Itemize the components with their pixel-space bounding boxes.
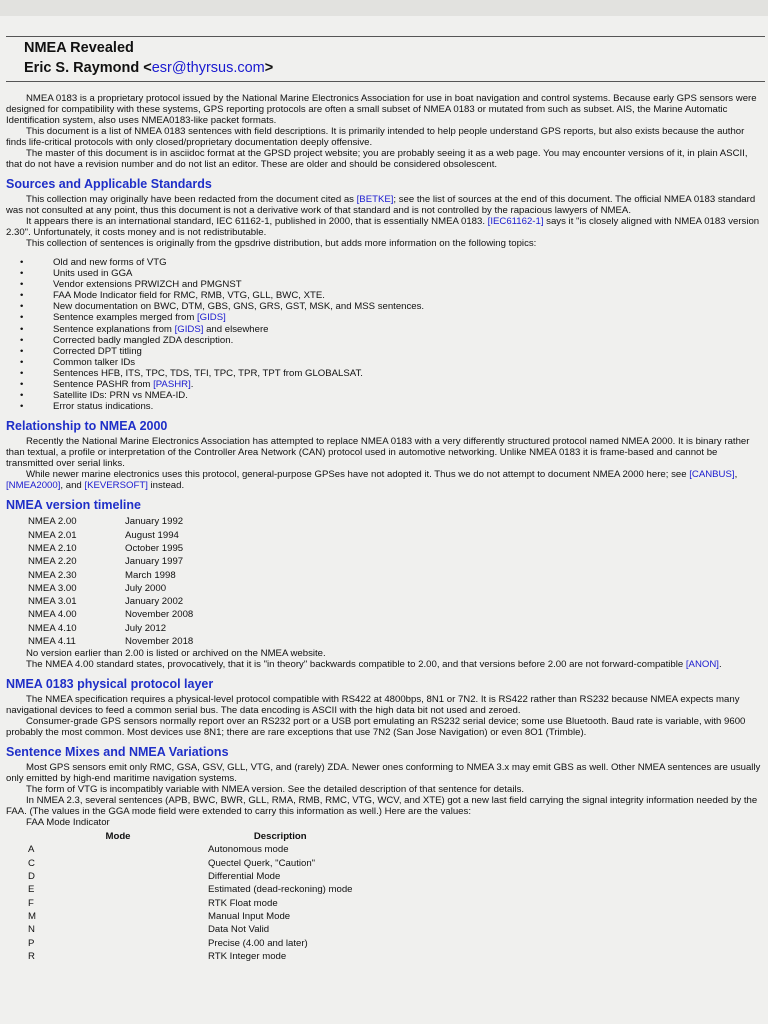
text-run: The NMEA 4.00 standard states, provocatively, that it is "in theory" backwards compatible to 2.00, and that versions before 2.00 are not forward-compatible <box>26 659 686 671</box>
section-heading-nmea2000: Relationship to NMEA 2000 <box>6 419 168 434</box>
mode-cell: R <box>28 950 35 962</box>
mode-cell: C <box>28 857 35 869</box>
top-band <box>0 0 768 16</box>
text-run: . <box>190 379 194 391</box>
timeline-date: November 2018 <box>125 635 194 647</box>
nmea2000-paragraph <box>6 469 762 491</box>
list-item: • FAA Mode Indicator field for RMC, RMB, VTG, GLL, BWC, XTE. <box>6 290 762 301</box>
list-item <box>6 324 762 335</box>
timeline-version: NMEA 4.00 <box>28 609 77 621</box>
mixes-paragraph: Most GPS sensors emit only RMC, GSA, GSV, GLL, VTG, and (rarely) ZDA. Newer ones conforming to NMEA 3.x may emit GBS as well. Other NMEA sentences are usually only emitted by high-end maritime navigation systems. <box>6 762 761 785</box>
text-run: While newer marine electronics uses this protocol, general-purpose GPSes have not adopted it. Thus we do not attempt to document NMEA 2000 here; see <box>26 469 690 481</box>
description-cell: Quectel Querk, "Caution" <box>208 857 316 869</box>
timeline-paragraph <box>6 659 762 670</box>
list-item: • New documentation on BWC, DTM, GBS, GNS, GRS, GST, MSK, and MSS sentences. <box>6 301 762 312</box>
author-line <box>24 58 765 78</box>
table-row <box>28 936 353 949</box>
mode-cell: A <box>28 844 35 856</box>
page-title: NMEA Revealed <box>24 40 134 56</box>
ref-link-betke[interactable]: [BETKE] <box>356 194 394 205</box>
section-heading-mixes: Sentence Mixes and NMEA Variations <box>6 745 229 760</box>
list-item: • Vendor extensions PRWIZCH and PMGNST <box>6 279 762 290</box>
timeline-date: January 1992 <box>125 516 184 528</box>
physical-paragraph: Consumer-grade GPS sensors normally report over an RS232 port or a USB port emulating an RS232 serial device; some use Bluetooth. Baud rate is variable, with 9600 probably the most common. Most devices use 8N1; there are rare exceptions that use 7N2 (San Jose Navigation) or even 8O1 (Trimble). <box>6 716 746 739</box>
timeline-row <box>28 582 762 595</box>
text-run: , and <box>60 480 85 492</box>
ref-link-canbus[interactable]: [CANBUS] <box>689 469 735 481</box>
timeline-date: July 2000 <box>125 582 167 594</box>
intro-paragraph: NMEA 0183 is a proprietary protocol issued by the National Marine Electronics Association for use in boat navigation and control systems. Because early GPS sensors were designed for compatibility with these systems, GPS reporting protocols are often a small subset of NMEA 0183 or mutated from such as subset. AIS, the Marine Automatic Identification system, also uses NMEA0183-like packet formats. <box>6 93 757 126</box>
list-item <box>6 379 762 390</box>
mode-cell: N <box>28 924 35 936</box>
document-body <box>6 93 762 963</box>
timeline-row <box>28 622 762 635</box>
mode-cell: F <box>28 897 34 909</box>
faa-mode-table <box>28 830 353 963</box>
timeline-date: November 2008 <box>125 609 194 621</box>
section-heading-sources: Sources and Applicable Standards <box>6 177 212 191</box>
description-cell: Autonomous mode <box>208 844 289 856</box>
timeline-version: NMEA 2.00 <box>28 516 77 528</box>
mixes-paragraph: In NMEA 2.3, several sentences (APB, BWC, BWR, GLL, RMA, RMB, RMC, VTG, WCV, and XTE) got a new last field carrying the signal integrity information needed by the FAA. (The values in the GGA mode field were extended to carry this information as well.) Here are the values: <box>6 795 758 818</box>
text-run: It appears there is an international standard, IEC 61162-1, published in 2000, that is essentially NMEA 0183. <box>26 216 488 227</box>
text-run: instead. <box>147 480 185 492</box>
ref-link-nmea2000[interactable]: [NMEA2000] <box>6 480 61 492</box>
description-cell: Estimated (dead-reckoning) mode <box>208 884 353 896</box>
table-header-row <box>28 830 353 843</box>
ref-link-iec61162[interactable]: [IEC61162-1] <box>487 216 544 227</box>
table-row <box>28 896 353 909</box>
text-run: This collection may originally have been redacted from the document cited as <box>26 194 357 205</box>
text-run: says it "is closely aligned with NMEA 0183 version 2.30". Unfortunately, it costs money and is not redistributable. <box>6 216 760 238</box>
timeline-date: January 2002 <box>125 596 184 608</box>
version-timeline <box>28 515 762 648</box>
sources-paragraph: This collection of sentences is originally from the gpsdrive distribution, but adds more information on the following topics: <box>26 238 537 249</box>
timeline-version: NMEA 4.10 <box>28 622 77 634</box>
author-name: Eric S. Raymond < <box>24 60 152 76</box>
sources-paragraph <box>6 194 762 216</box>
list-item: • Corrected badly mangled ZDA description. <box>6 335 762 346</box>
list-item: • Error status indications. <box>6 401 762 412</box>
column-header-description: Description <box>253 831 307 843</box>
description-cell: RTK Float mode <box>208 897 278 909</box>
description-cell: Manual Input Mode <box>208 910 291 922</box>
timeline-row <box>28 555 762 568</box>
timeline-version: NMEA 2.10 <box>28 542 77 554</box>
table-caption: FAA Mode Indicator <box>26 817 110 829</box>
timeline-row <box>28 542 762 555</box>
mixes-paragraph: The form of VTG is incompatibly variable with NMEA version. See the detailed description of that sentence for details. <box>26 784 525 796</box>
description-cell: Precise (4.00 and later) <box>208 937 308 949</box>
mode-cell: E <box>28 884 35 896</box>
timeline-version: NMEA 3.00 <box>28 582 77 594</box>
text-run: Sentence examples merged from <box>53 312 197 324</box>
ref-link-gids[interactable]: [GIDS] <box>196 312 226 324</box>
timeline-version: NMEA 2.30 <box>28 569 77 581</box>
text-run: Sentence explanations from <box>53 323 175 335</box>
table-row <box>28 883 353 896</box>
physical-paragraph: The NMEA specification requires a physical-level protocol compatible with RS422 at 4800bps, 8N1 or 7N2. It is RS422 rather than RS232 because NMEA expects many navigational devices to feed a common serial bus. The data encoding is ASCII with the high data bit not used and zeroed. <box>6 694 740 717</box>
table-row <box>28 857 353 870</box>
mode-cell: M <box>28 910 36 922</box>
list-item: • Sentences HFB, ITS, TPC, TDS, TFI, TPC, TPR, TPT from GLOBALSAT. <box>6 368 762 379</box>
document-header <box>6 36 765 82</box>
table-row <box>28 923 353 936</box>
intro-paragraph: This document is a list of NMEA 0183 sentences with field descriptions. It is primarily intended to help people understand GPS reports, but also exists because the author finds life-critical protocols with only closed/proprietary documentation deeply offensive. <box>6 126 745 148</box>
table-row <box>28 910 353 923</box>
mode-cell: P <box>28 937 35 949</box>
list-item: • Units used in GGA <box>6 268 762 279</box>
author-suffix: > <box>264 60 274 76</box>
timeline-row <box>28 515 762 528</box>
timeline-row <box>28 635 762 648</box>
nmea2000-paragraph: Recently the National Marine Electronics Association has attempted to replace NMEA 0183 with a very differently structured protocol named NMEA 2000. It is binary rather than textual, a profile or interpretation of the Controller Area Network (CAN) protocol used in automotive networking. Unlike NMEA 0183 it is frame-based and cannot be transmitted over serial links. <box>6 436 750 470</box>
description-cell: Data Not Valid <box>208 924 270 936</box>
section-heading-timeline: NMEA version timeline <box>6 498 141 513</box>
timeline-row <box>28 595 762 608</box>
ref-link-pashr[interactable]: [PASHR] <box>153 379 191 391</box>
timeline-version: NMEA 2.20 <box>28 556 77 568</box>
timeline-version: NMEA 4.11 <box>28 635 76 647</box>
description-cell: Differential Mode <box>208 871 281 883</box>
text-run: , <box>734 469 738 481</box>
timeline-date: March 1998 <box>125 569 176 581</box>
text-run: . <box>718 659 722 671</box>
list-item: • Old and new forms of VTG <box>6 257 762 268</box>
list-item <box>6 312 762 323</box>
timeline-row <box>28 569 762 582</box>
table-row <box>28 870 353 883</box>
text-run: Sentence PASHR from <box>53 379 154 391</box>
author-email-link[interactable]: esr@thyrsus.com <box>151 60 265 76</box>
table-row <box>28 950 353 963</box>
timeline-date: August 1994 <box>125 529 179 541</box>
timeline-row <box>28 529 762 542</box>
column-header-mode: Mode <box>105 831 131 843</box>
timeline-date: October 1995 <box>125 542 184 554</box>
timeline-date: January 1997 <box>125 556 184 568</box>
list-item: • Common talker IDs <box>6 357 762 368</box>
text-run: ; see the list of sources at the end of this document. The official NMEA 0183 standard was not consulted at any point, thus this document is not a derivative work of that standard and is not controlled by the rapacious lawyers of NMEA. <box>6 194 756 216</box>
mode-cell: D <box>28 871 35 883</box>
ref-link-gids[interactable]: [GIDS] <box>174 323 204 335</box>
timeline-date: July 2012 <box>125 622 167 634</box>
section-heading-physical: NMEA 0183 physical protocol layer <box>6 677 214 692</box>
timeline-row <box>28 608 762 621</box>
list-item: • Corrected DPT titling <box>6 346 762 357</box>
sources-paragraph <box>6 216 762 238</box>
timeline-version: NMEA 2.01 <box>28 529 77 541</box>
ref-link-anon[interactable]: [ANON] <box>685 659 719 671</box>
timeline-version: NMEA 3.01 <box>28 596 77 608</box>
table-row <box>28 843 353 856</box>
topics-list <box>6 257 762 412</box>
list-item: • Satellite IDs: PRN vs NMEA-ID. <box>6 390 762 401</box>
intro-paragraph: The master of this document is in asciidoc format at the GPSD project website; you are probably seeing it as a web page. You may encounter versions of it, in plain ASCII, that do not have a revision number and do not list an editor. These are older and should be considered obsolescent. <box>6 148 748 170</box>
text-run: and elsewhere <box>203 323 269 335</box>
ref-link-keversoft[interactable]: [KEVERSOFT] <box>84 480 148 492</box>
description-cell: RTK Integer mode <box>208 950 287 962</box>
timeline-paragraph: No version earlier than 2.00 is listed or archived on the NMEA website. <box>26 648 326 660</box>
